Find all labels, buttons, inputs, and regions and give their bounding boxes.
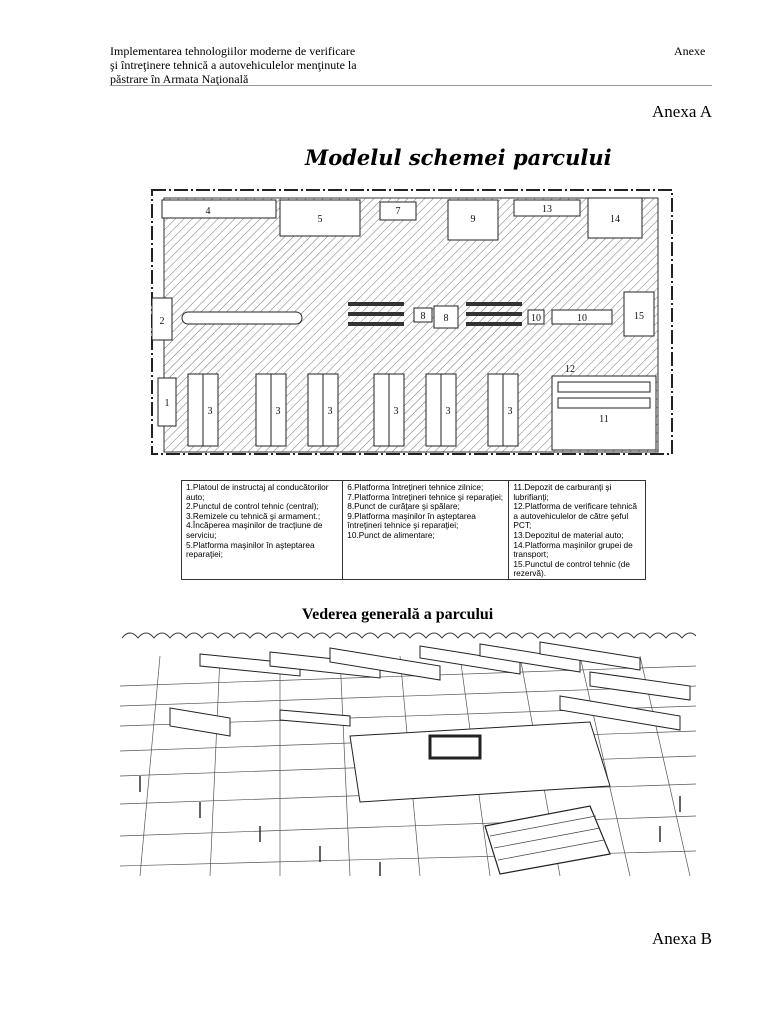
park-scheme-drawing <box>148 178 678 476</box>
svg-text:3: 3 <box>445 406 451 417</box>
svg-text:8: 8 <box>443 313 449 324</box>
svg-text:1: 1 <box>164 398 170 409</box>
svg-text:8: 8 <box>420 311 426 322</box>
svg-text:13: 13 <box>542 204 552 215</box>
svg-text:2: 2 <box>159 316 165 327</box>
svg-text:5: 5 <box>317 214 323 225</box>
legend-item: 14.Platforma maşinilor grupei de transport; <box>513 539 633 560</box>
svg-text:3: 3 <box>507 406 513 417</box>
running-header-title <box>110 44 440 86</box>
header-line: păstrare în Armata Naţională <box>110 72 249 86</box>
legend-item: 9.Platforma maşinilor în aşteptarea întreţineri tehnice şi reparaţiei; <box>347 510 476 531</box>
annex-b-label: Anexa B <box>652 929 712 948</box>
svg-text:12: 12 <box>565 364 575 375</box>
svg-text:4: 4 <box>205 206 211 217</box>
scheme-title: Modelul schemei parcului <box>305 145 612 170</box>
legend-column-3 <box>509 481 645 579</box>
header-divider <box>110 85 712 86</box>
legend-item: 7.Platforma întreţineri tehnice şi reparaţiei; <box>347 491 504 502</box>
general-view-title: Vederea generală a parcului <box>302 606 494 623</box>
legend-item: 11.Depozit de carburanţi şi lubrifianţi; <box>513 482 612 502</box>
legend-item: 5.Platforma maşinilor în aşteptarea reparaţiei; <box>186 539 315 560</box>
legend-item: 13.Depozitul de material auto; <box>513 529 624 540</box>
svg-text:14: 14 <box>610 214 620 225</box>
svg-text:3: 3 <box>393 406 399 417</box>
legend-column-2 <box>343 481 509 579</box>
svg-text:3: 3 <box>207 406 213 417</box>
legend-item: 2.Punctul de control tehnic (central); <box>186 501 319 512</box>
running-header-section: Anexe <box>674 44 706 58</box>
park-general-view-drawing <box>120 626 696 876</box>
scheme-legend-table <box>181 480 646 580</box>
header-line: Implementarea tehnologiilor moderne de verificare <box>110 44 356 58</box>
annex-a-label: Anexa A <box>652 102 712 121</box>
legend-column-1 <box>182 481 343 579</box>
legend-item: 10.Punct de alimentare; <box>347 529 435 540</box>
header-line: şi întreţinere tehnică a autovehiculelor menţinute la <box>110 58 357 72</box>
legend-item: 1.Platoul de instructaj al conducătorilor auto; <box>186 482 329 502</box>
svg-text:3: 3 <box>327 406 333 417</box>
svg-text:11: 11 <box>599 414 609 425</box>
svg-text:15: 15 <box>634 311 644 322</box>
legend-item: 15.Punctul de control tehnic (de rezervă). <box>513 558 631 579</box>
legend-item: 6.Platforma întreţineri tehnice zilnice; <box>347 482 484 492</box>
legend-item: 3.Remizele cu tehnică şi armament.; <box>186 510 321 521</box>
svg-text:9: 9 <box>470 214 476 225</box>
legend-item: 8.Punct de curăţare şi spălare; <box>347 501 460 512</box>
svg-text:3: 3 <box>275 406 281 417</box>
legend-item: 12.Platforma de verificare tehnică a autovehiculelor de către şeful PCT; <box>513 501 637 531</box>
legend-item: 4.Încăperea maşinilor de tracţiune de serviciu; <box>186 520 323 540</box>
svg-text:10: 10 <box>531 313 541 324</box>
svg-text:7: 7 <box>395 206 401 217</box>
svg-text:10: 10 <box>577 313 587 324</box>
